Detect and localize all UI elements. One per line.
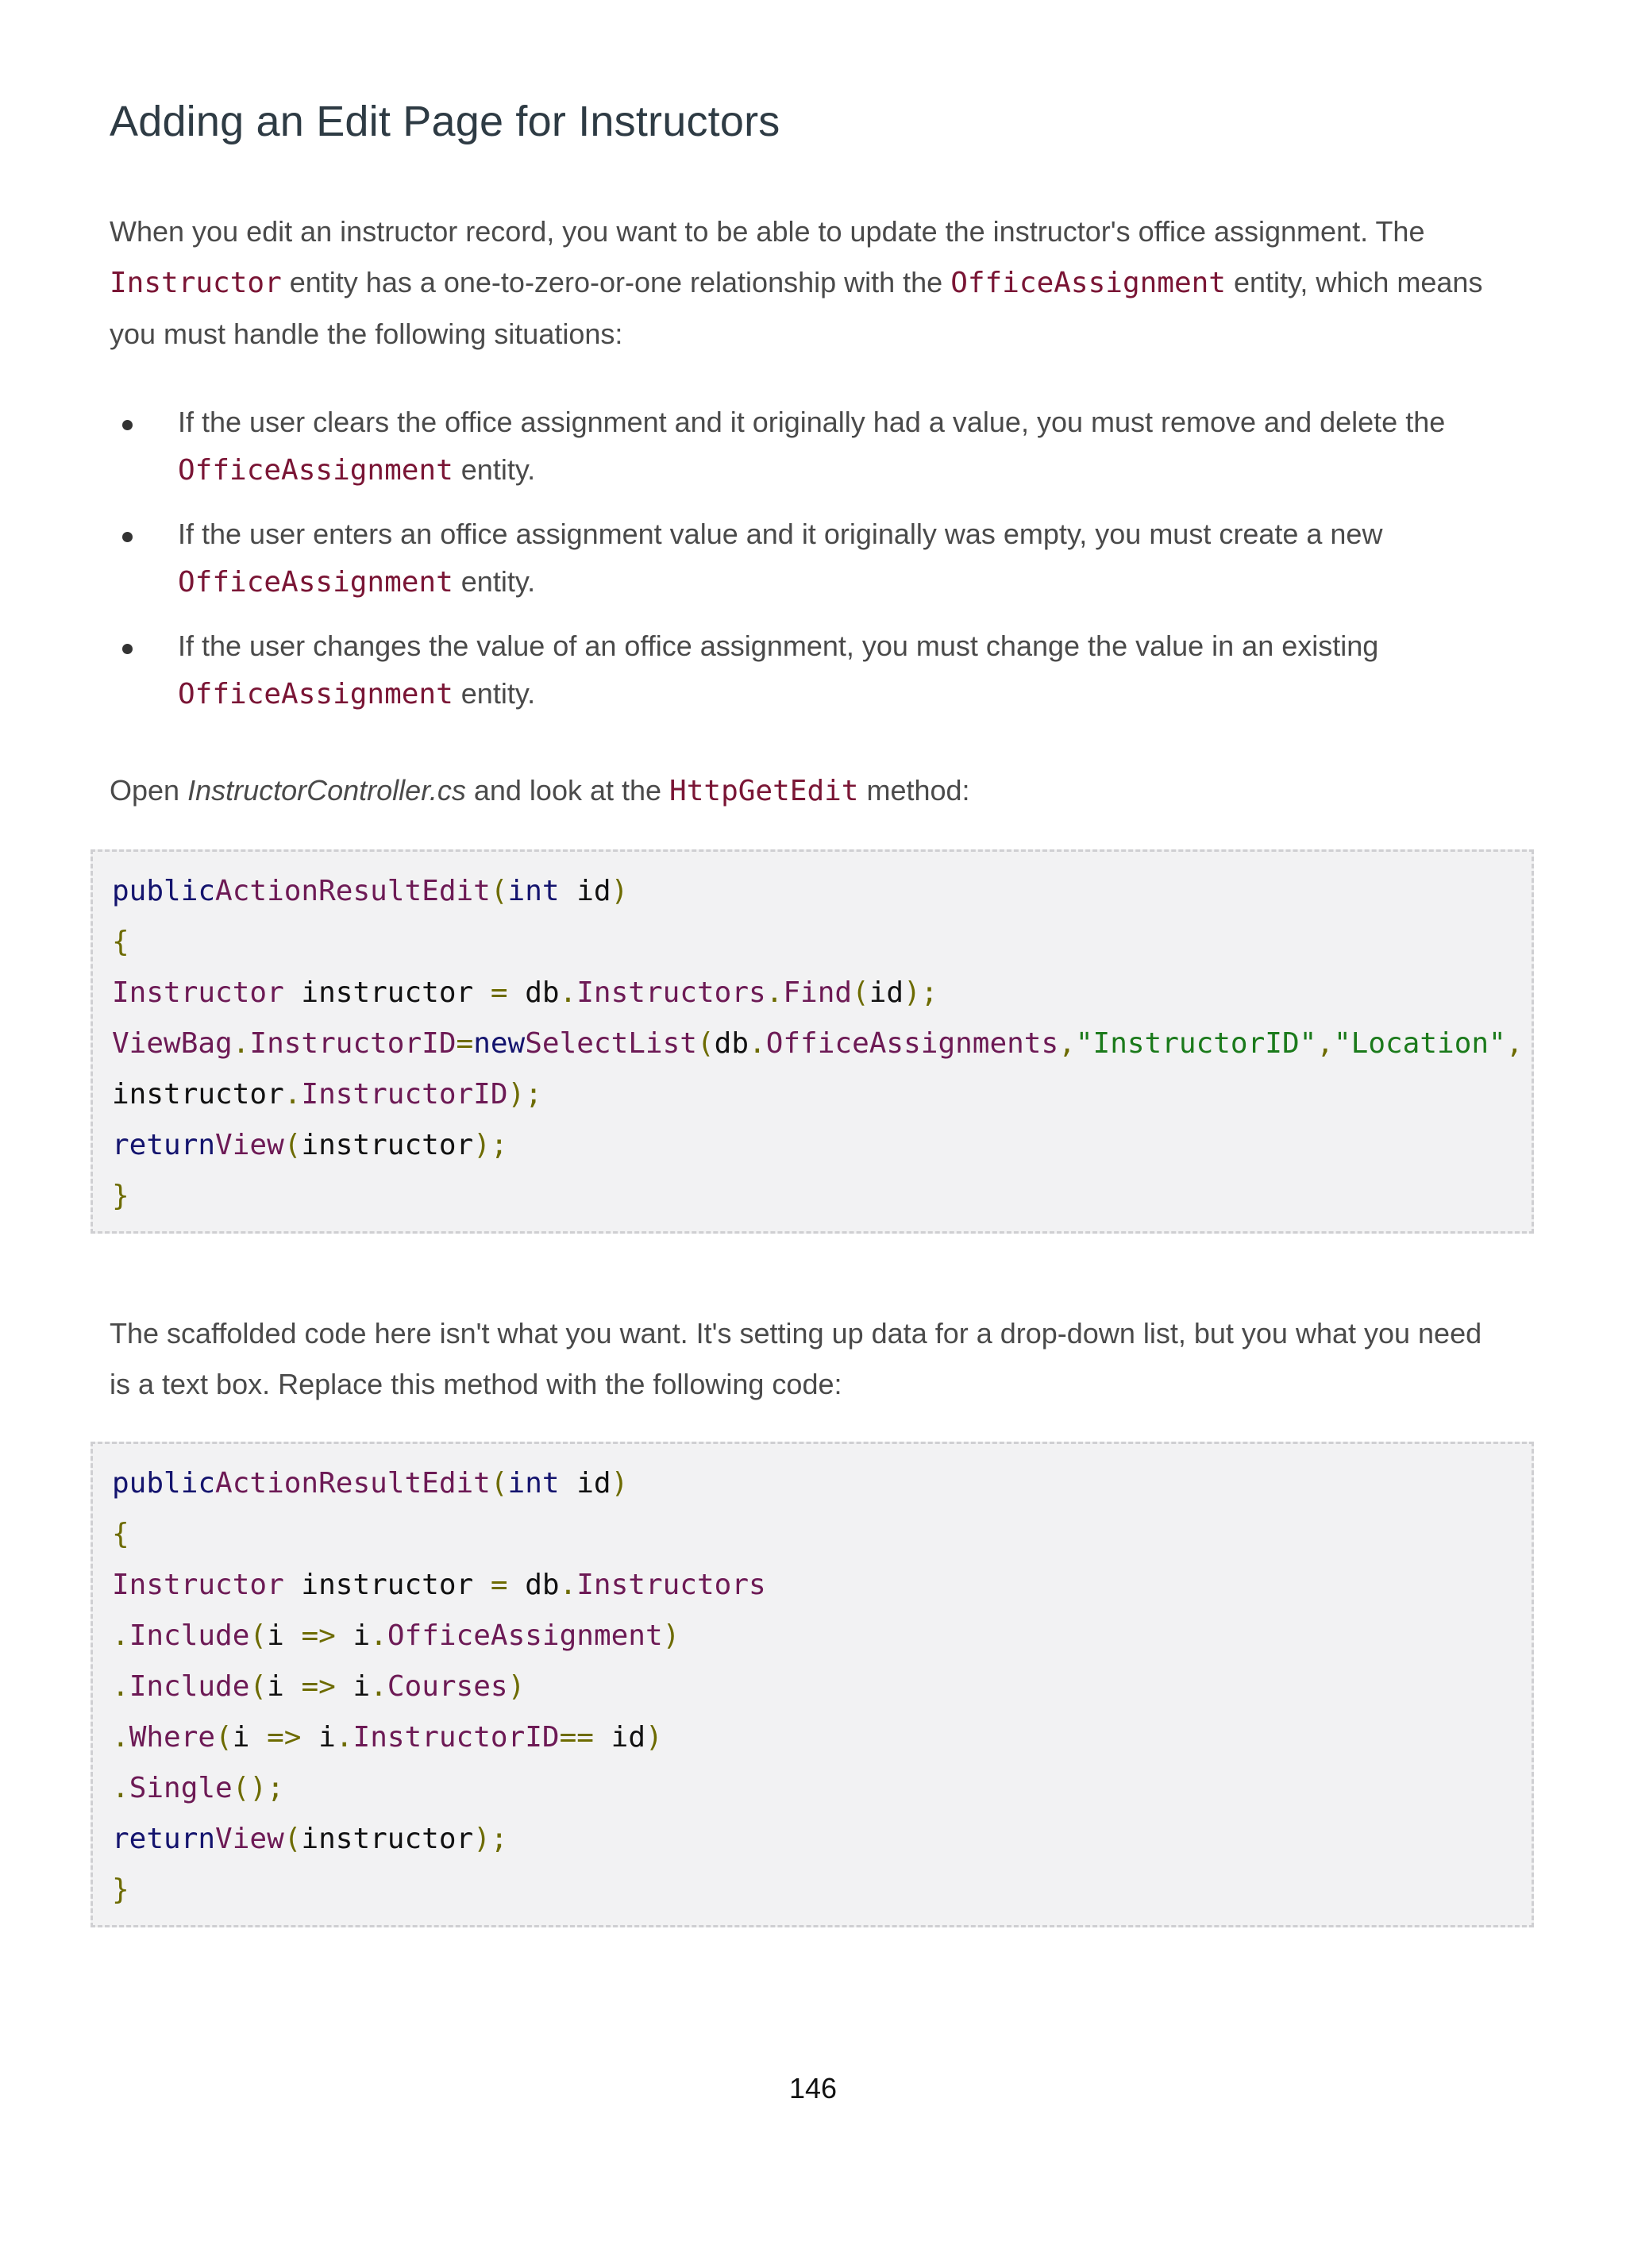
code-block-replacement [91, 1442, 1534, 1927]
open-text-3: method: [858, 774, 970, 807]
bullet-icon [122, 532, 133, 542]
bullet-tail: entity. [453, 677, 536, 710]
code-line: returnView(instructor); [112, 1129, 508, 1161]
page-number: 146 [788, 2072, 838, 2104]
code-line: .Include(i => i.Courses) [112, 1670, 526, 1703]
list-item [110, 510, 1507, 606]
scaffold-paragraph: The scaffolded code here isn't what you want. It's setting up data for a drop-down list, but you what you need is a text box. Replace this method with the following code: [110, 1317, 1482, 1400]
code-line: { [112, 926, 129, 958]
open-file-paragraph [110, 765, 1507, 817]
bullet-text: If the user enters an office assignment value and it originally was empty, you must create a new [178, 518, 1383, 550]
code-line: publicActionResultEdit(int id) [112, 875, 629, 907]
code-line: Instructor instructor = db.Instructors [112, 1569, 766, 1601]
code-line: publicActionResultEdit(int id) [112, 1467, 629, 1500]
situations-list [110, 399, 1507, 734]
bullet-code: OfficeAssignment [178, 566, 453, 599]
inline-code-httpgetedit: HttpGetEdit [669, 775, 859, 807]
inline-code-instructor: Instructor [110, 267, 282, 299]
code-line: } [112, 1180, 129, 1212]
code-line: instructor.InstructorID); [112, 1078, 542, 1111]
bullet-text: If the user changes the value of an office assignment, you must change the value in an existing [178, 630, 1379, 662]
list-item [110, 399, 1507, 495]
code-line: .Include(i => i.OfficeAssignment) [112, 1619, 680, 1652]
open-text-2: and look at the [465, 774, 670, 807]
code-block-original [91, 849, 1534, 1234]
intro-text-2: entity has a one-to-zero-or-one relationship with the [281, 266, 951, 298]
code-line: .Single(); [112, 1772, 284, 1804]
bullet-code: OfficeAssignment [178, 678, 453, 710]
bullet-tail: entity. [453, 453, 536, 486]
inline-code-officeassignment: OfficeAssignment [950, 267, 1226, 299]
intro-text-1: When you edit an instructor record, you want to be able to update the instructor's office assignment. The [110, 215, 1425, 248]
bullet-code: OfficeAssignment [178, 454, 453, 487]
bullet-tail: entity. [453, 565, 536, 598]
code-line: returnView(instructor); [112, 1823, 508, 1855]
bullet-text: If the user clears the office assignment and it originally had a value, you must remove and delete the [178, 406, 1446, 438]
code-line: ViewBag.InstructorID=newSelectList(db.OfficeAssignments,"InstructorID","Location", [112, 1027, 1524, 1060]
code-line: } [112, 1873, 129, 1906]
code-line: .Where(i => i.InstructorID== id) [112, 1721, 663, 1754]
intro-text-3: entity, which means you must handle the following situations: [110, 266, 1483, 350]
intro-paragraph [110, 206, 1507, 360]
page-title: Adding an Edit Page for Instructors [110, 98, 780, 145]
bullet-icon [122, 644, 133, 654]
list-item [110, 622, 1507, 718]
code-line: { [112, 1518, 129, 1550]
open-text-1: Open [110, 774, 188, 807]
file-name: InstructorController.cs [187, 774, 466, 807]
code-line: Instructor instructor = db.Instructors.Find(id); [112, 976, 938, 1009]
bullet-icon [122, 420, 133, 430]
